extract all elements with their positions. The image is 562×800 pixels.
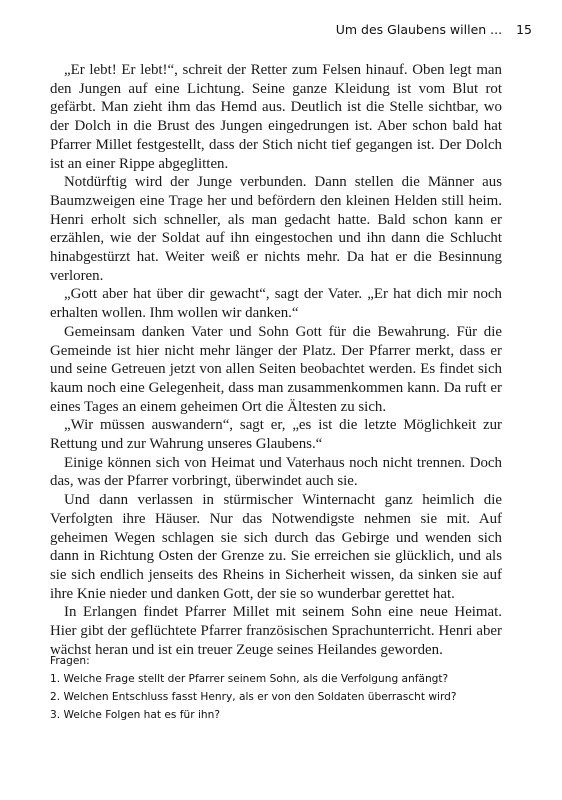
paragraph: „Wir müssen auswandern“, sagt er, „es ist die letzte Möglichkeit zur Rettung und zur Wahrung unseres Glaubens.“ (50, 417, 502, 453)
paragraph: Und dann verlassen in stürmischer Winternacht ganz heimlich die Verfolgten ihre Häuser. Nur das Notwendigste nehmen sie mit. Auf geheimen Wegen schlagen sie sich durch das Gebirge und wenden sich dann in Richtung Osten der Grenze zu. Sie erreichen sie glücklich, und als sie sich endlich jenseits des Rheins in Sicherheit wissen, da sinken sie auf ihre Knie nieder und danken Gott, der sie so wunderbar gerettet hat. (50, 492, 502, 602)
question-item: 2. Welchen Entschluss fasst Henry, als er von den Soldaten überrascht wird? (50, 691, 457, 703)
questions-heading: Fragen: (50, 655, 90, 667)
question-item: 3. Welche Folgen hat es für ihn? (50, 709, 220, 721)
paragraph: Einige können sich von Heimat und Vaterhaus noch nicht trennen. Doch das, was der Pfarrer vorbringt, überwindet auch sie. (50, 454, 502, 490)
paragraph: Notdürftig wird der Junge verbunden. Dann stellen die Männer aus Baumzweigen eine Trage her und befördern den kleinen Helden still heim. Henri erholt sich schneller, als man gedacht hatte. Bald schon kann er erzählen, wie der Soldat auf ihn eingestochen und ihn dann die Schlucht hinabgestürzt hat. Weiter weiß er nichts mehr. Da hat er die Besinnung verloren. (50, 174, 502, 284)
paragraph: „Gott aber hat über dir gewacht“, sagt der Vater. „Er hat dich mir noch erhalten wollen. Ihm wollen wir danken.“ (50, 286, 502, 322)
questions-section (50, 652, 520, 724)
running-title: Um des Glaubens willen ... (335, 22, 503, 37)
story-text (50, 61, 502, 660)
paragraph: In Erlangen findet Pfarrer Millet mit seinem Sohn eine neue Heimat. Hier gibt der geflüchtete Pfarrer französischen Sprachunterricht. Henri aber wächst heran und ist ein treuer Zeuge seines Heilandes geworden. (50, 604, 502, 658)
running-header (60, 22, 532, 37)
paragraph: „Er lebt! Er lebt!“, schreit der Retter zum Felsen hinauf. Oben legt man den Jungen auf eine Lichtung. Seine ganze Kleidung ist vom Blut rot gefärbt. Man zieht ihm das Hemd aus. Deutlich ist die Stelle sichtbar, wo der Dolch in die Brust des Jungen eingedrungen ist. Aber schon bald hat Pfarrer Millet festgestellt, dass der Stich nicht tief gegangen ist. Der Dolch ist an einer Rippe abgeglitten. (50, 62, 502, 172)
page-number: 15 (516, 22, 532, 37)
question-item: 1. Welche Frage stellt der Pfarrer seinem Sohn, als die Verfolgung anfängt? (50, 673, 449, 685)
paragraph: Gemeinsam danken Vater und Sohn Gott für die Bewahrung. Für die Gemeinde ist hier nicht mehr länger der Platz. Der Pfarrer merkt, dass er und seine Getreuen jetzt von allen Seiten beobachtet werden. Es findet sich kaum noch eine Gelegenheit, dass man zusammenkommen kann. Da ruft er eines Tages an einem geheimen Ort die Ältesten zu sich. (50, 323, 502, 415)
